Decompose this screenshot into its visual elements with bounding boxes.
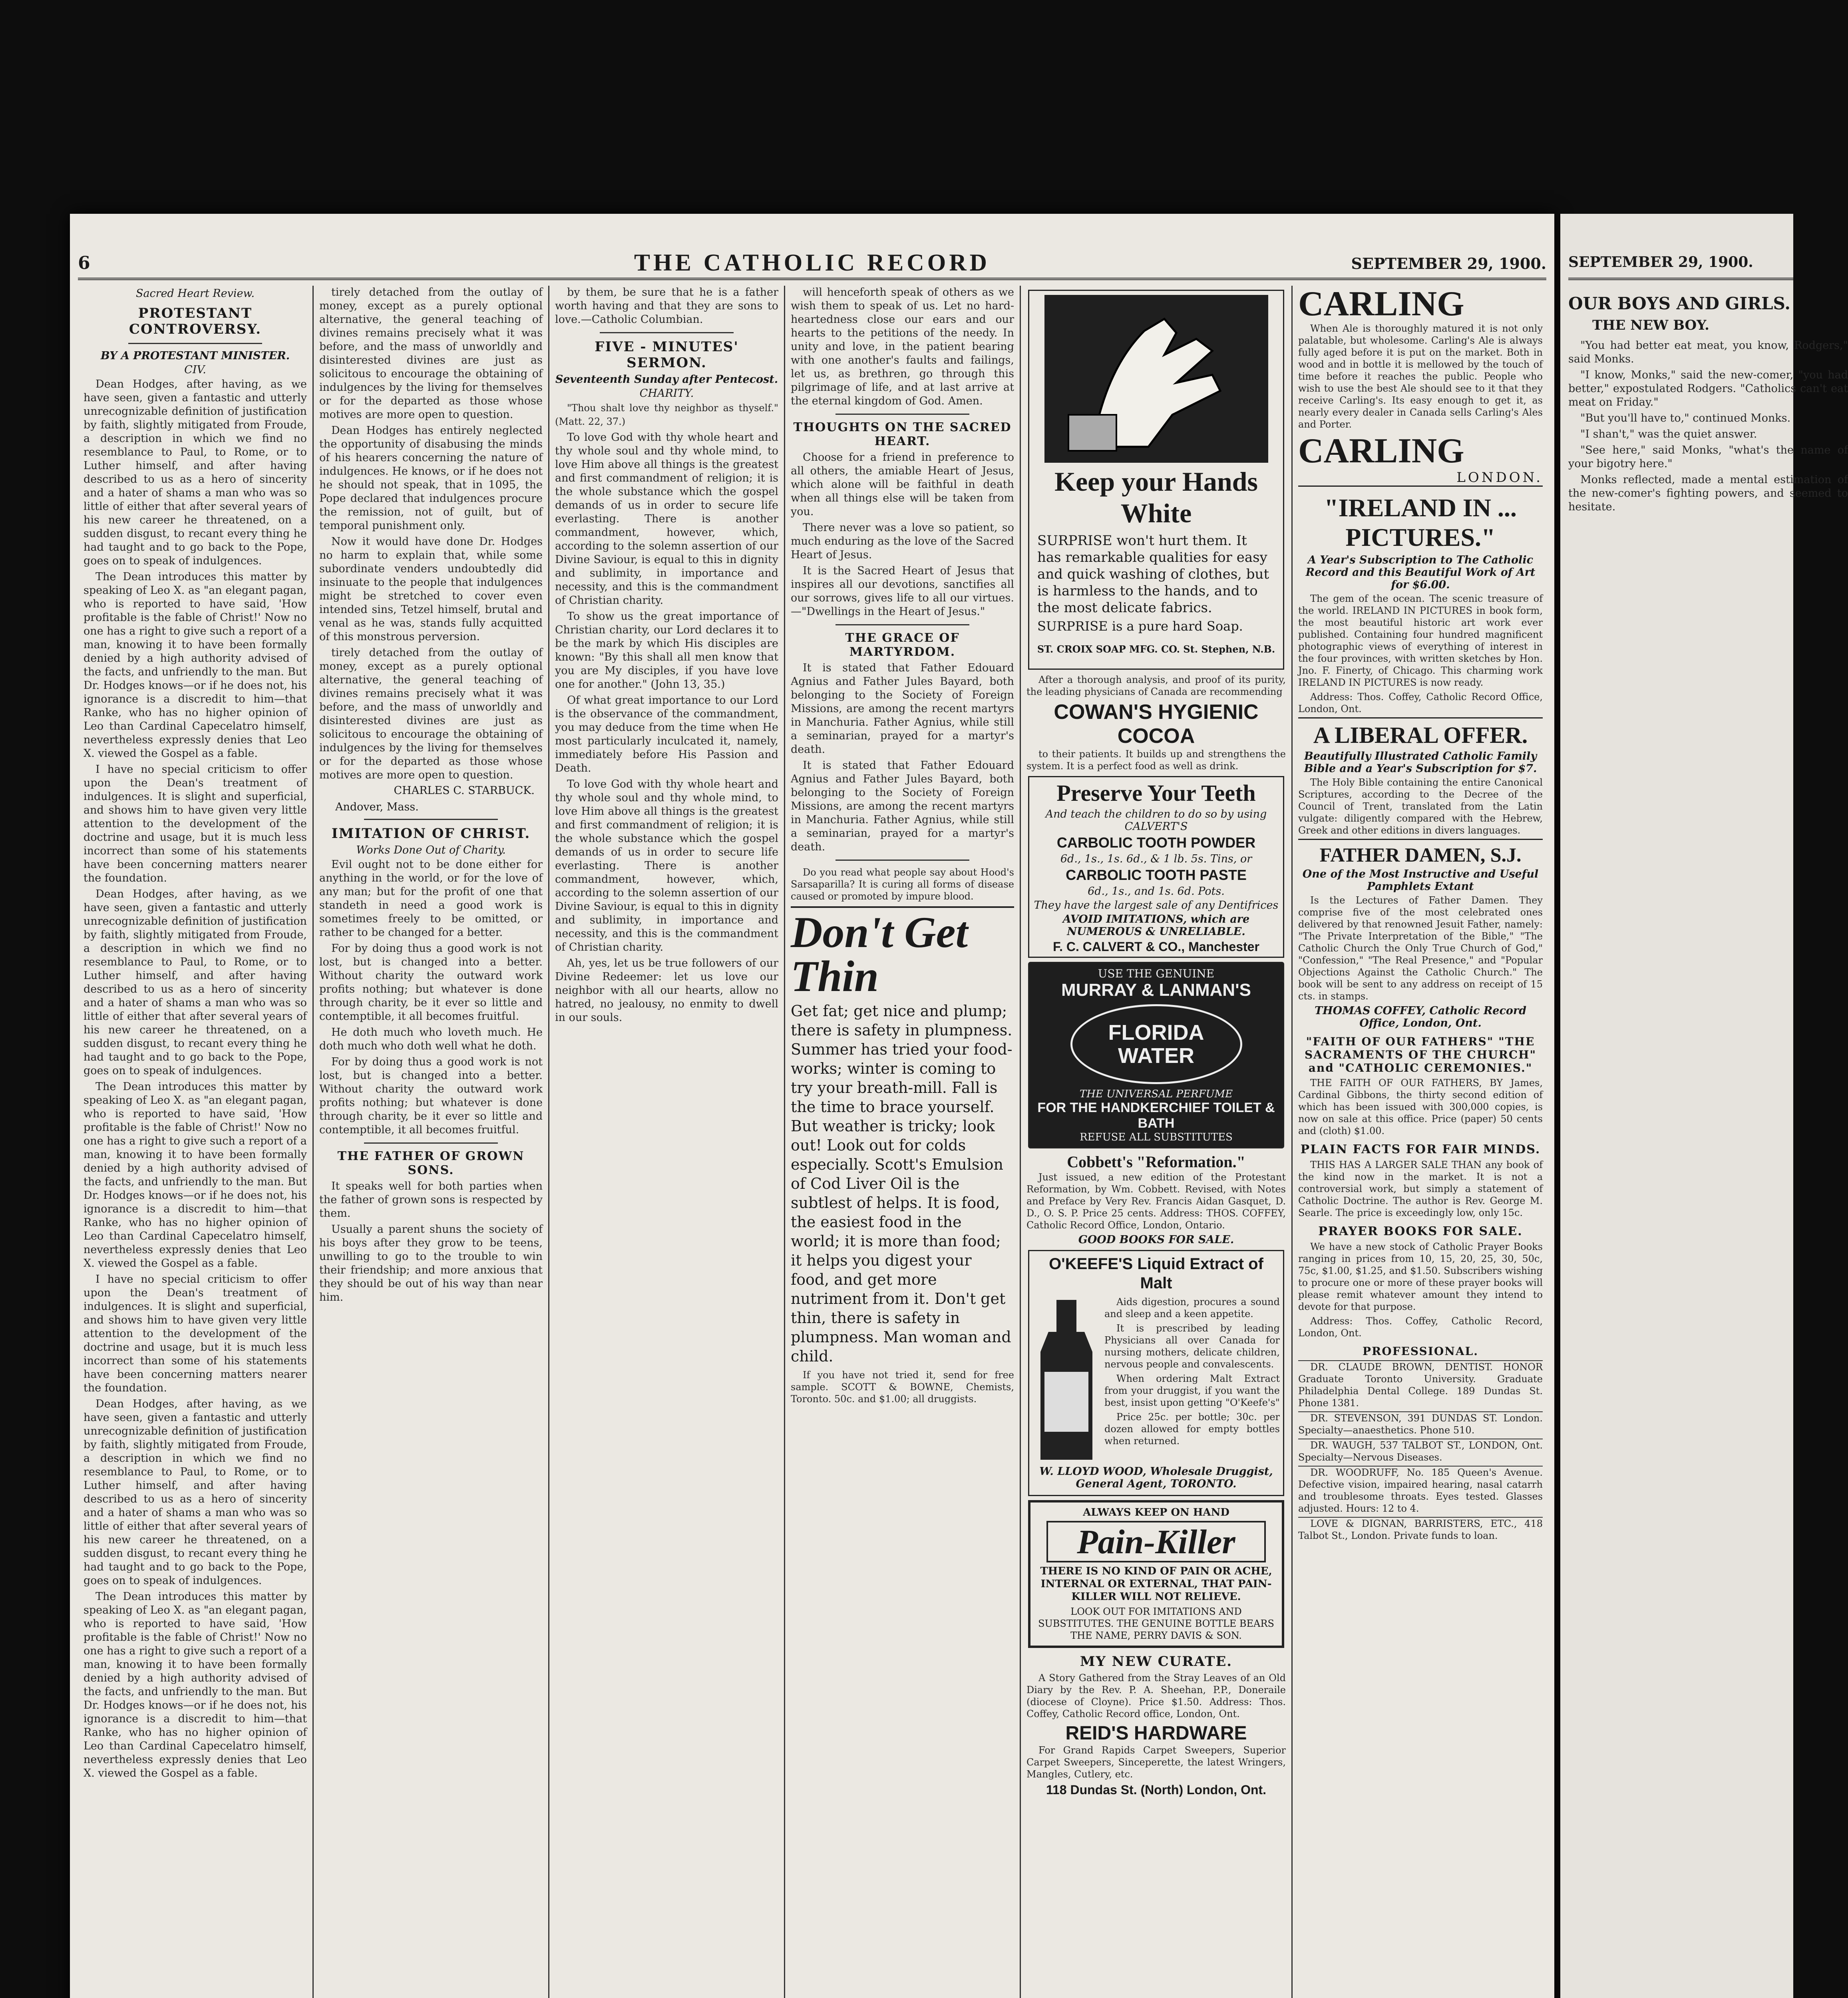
prayer-books-title: PRAYER BOOKS FOR SALE. [1318,1224,1523,1238]
ad-warning: AVOID IMITATIONS, which are NUMEROUS & UNRELIABLE. [1062,913,1250,938]
paragraph: Dean Hodges, after having, as we have seen, given a fantastic and utterly unrecognizable definition of justification by faith, slightly mitigated from Froude, a description in which we find no resemblance to Paul, to Rome, or to Luther himself, and after having described to us as a hero of sincerity and a hater of shams a man who was so little of either that after several years of his new career he threatened, on a sudden disgust, to recant every thing he had taught and to go back to the Pope, goes on to speak of indulgences. [84,1398,307,1587]
curate-text: A Story Gathered from the Stray Leaves of an Old Diary by the Rev. P. A. Sheehan, P.P., Doneraile (diocese of Cloyne). Price $1.50. Address: Thos. Coffey, Catholic Record office, London, Ont. [1026,1672,1286,1719]
paragraph: The Dean introduces this matter by speaking of Leo X. as "an elegant pagan, who is reported to have said, 'How profitable is the fable of Christ!' Now no one has a right to give such a report of a man, knowing it to have been formally denied by a high authority advised of the facts, and unfriendly to the man. But Dr. Hodges knows—or if he does not, his ignorance is a discredit to him—that Ranke, who has no higher opinion of Leo than Cardinal Capecelatro himself, nevertheless expressly denies that Leo X. viewed the Gospel as a fable. [84,1081,307,1270]
okeefe-point: It is prescribed by leading Physicians all over Canada for nursing mothers, delicate children, nervous people and convalescents. [1104,1323,1280,1370]
ad-subtitle: And teach the children to do so by using CALVERT'S [1045,808,1267,833]
professional-card: DR. CLAUDE BROWN, DENTIST. HONOR Graduate Toronto University. Graduate Philadelphia Dental College. 189 Dundas St. Phone 1381. [1298,1360,1543,1409]
scotts-emulsion-ad [791,906,1014,1405]
curate-title: MY NEW CURATE. [1080,1654,1233,1670]
ad-maker: ST. CROIX SOAP MFG. CO. St. Stephen, N.B. [1037,643,1275,655]
masthead [78,249,1546,280]
paragraph: Now it would have done Dr. Hodges no harm to explain that, while some subordinate venders undoubtedly did insinuate to the people that indulgences might be stretched to cover even intended sins, Tetzel himself, brutal and venal as he was, stands fully acquitted of this monstrous perversion. [319,535,543,643]
professional-title: PROFESSIONAL. [1362,1345,1478,1358]
paragraph: "You had better eat meat, you know, Rodgers," said Monks. [1568,339,1848,365]
column-5 [1021,286,1293,1998]
professional-card: LOVE & DIGNAN, BARRISTERS, ETC., 418 Talbot St., London. Private funds to loan. [1298,1517,1543,1542]
divider [835,414,969,415]
paragraph: I have no special criticism to offer upon the Dean's treatment of indulgences. It is slight and superficial, and shows him to have given very little attention to the development of the doctrine and usage, but it is much less incorrect than some of his statements have been concerning matters nearer the foundation. [84,1273,307,1394]
article-byline: BY A PROTESTANT MINISTER. [100,350,290,362]
ireland-subtitle: A Year's Subscription to The Catholic Record and this Beautiful Work of Art for $6.00. [1305,554,1536,591]
paragraph: Dean Hodges, after having, as we have seen, given a fantastic and utterly unrecognizable definition of justification by faith, slightly mitigated from Froude, a description in which we find no resemblance to Paul, to Rome, or to Luther himself, and after having described to us as a hero of sincerity and a hater of shams a man who was so little of either that after several years of his new career he threatened, on a sudden disgust, to recant every thing he had taught and to go back to the Pope, goes on to speak of indulgences. [84,888,307,1077]
signature-name: CHARLES C. STARBUCK. [394,784,535,797]
ireland-text: The gem of the ocean. The scenic treasure of the world. IRELAND IN PICTURES in book form, the most beautiful historic art work ever published. Containing four hundred magnificent photographic views of everything of interest in the four provinces, with written sketches by Hon. Jno. F. Finerty, of Chicago. This charming work IRELAND IN PICTURES is now ready. [1298,593,1543,688]
damen-address: THOMAS COFFEY, Catholic Record Office, London, Ont. [1315,1005,1526,1029]
column-3 [549,286,785,1998]
paragraph: It is stated that Father Edouard Agnius and Father Jules Bayard, both belonging to the Society of Foreign Missions, are among the recent martyrs in Manchuria. Father Agnius, while still a seminarian, prayed for a martyr's death. [791,662,1014,756]
paragraph: "I shan't," was the quiet answer. [1580,428,1757,440]
ad-uses: FOR THE HANDKERCHIEF TOILET & BATH [1037,1100,1275,1131]
ad-headline: Pain-Killer [1046,1521,1266,1562]
hand-illustration [1044,295,1268,463]
damen-text: Is the Lectures of Father Damen. They comprise five of the most celebrated ones delivered by that renowned Jesuit Father, namely: "The Private Interpretation of the Bible," "The Catholic Church the Only True Church of God," "Confession," "The Real Presence," and "Popular Objections Against the Catholic Church." The book will be sent to any address on receipt of 15 cts. in stamps. [1298,895,1543,1002]
divider [835,624,969,625]
ad-kicker: USE THE GENUINE [1098,967,1215,980]
plain-facts-title: PLAIN FACTS FOR FAIR MINDS. [1300,1142,1541,1156]
carling-text: When Ale is thoroughly matured it is not only palatable, but wholesome. Carling's Ale is always fully aged before it is put on the market. Both in wood and in bottle it is mellowed by the touch of time before it reaches the public. People who wish to use the best Ale should see to it that they receive Carling's. Its easy enough to get it, as nearly every dealer in Canada sells Carling's Ales and Porter. [1298,323,1543,430]
issue-date: SEPTEMBER 29, 1900. [1351,255,1546,273]
ad-footer: LOOK OUT FOR IMITATIONS AND SUBSTITUTES. THE GENUINE BOTTLE BEARS THE NAME, PERRY DAVIS & SON. [1038,1606,1274,1641]
ad-text: THERE IS NO KIND OF PAIN OR ACHE, INTERNAL OR EXTERNAL, THAT PAIN-KILLER WILL NOT RELIEVE. [1040,1565,1272,1603]
sermon-topic: CHARITY. [639,387,694,400]
ad-text: Get fat; get nice and plump; there is safety in plumpness. Summer has tried your food-works; winter is coming to try your breath-mill. Fall is the time to brace yourself. But weather is tricky; look out! Look out for colds especially. Scott's Emulsion of Cod Liver Oil is the subtlest of helps. It is food, the easiest food in the world; it is more than food; it helps you digest your food, and get more nutriment from it. Don't get thin, there is safety in plumpness. Man woman and child. [791,1002,1013,1365]
ad-headline: Preserve Your Teeth [1056,780,1256,806]
ad-headline: Keep your Hands White [1054,466,1258,528]
reid-text: For Grand Rapids Carpet Sweepers, Superior Carpet Sweepers, Sinceperette, the latest Wringers, Mangles, Cutlery, etc. [1026,1745,1286,1780]
paragraph: Evil ought not to be done either for anything in the world, or for the love of any man; but for the profit of one that standeth in need a good work is sometimes freely to be omitted, or rather to be changed for a better. [319,858,543,939]
paragraph: tirely detached from the outlay of money, except as a purely optional alternative, the general teaching of divines remains precisely what it was before, and the mass of unworldly and disinterested divines are just as solicitous to encourage the obtaining of indulgences by the living for themselves or for the departed as those whose motives are more open to question. [319,286,543,421]
paragraph: To show us the great importance of Christian charity, our Lord declares it to be the mark by which His disciples are known: "By this shall all men know that you are My disciples, if you have love one for another." (John 13, 35.) [555,610,778,691]
pain-killer-ad [1028,1500,1284,1648]
ad-product: FLORIDA WATER [1108,1021,1204,1068]
professional-card: DR. STEVENSON, 391 DUNDAS ST. London. Specialty—anaesthetics. Phone 510. [1298,1411,1543,1436]
paragraph: "But you'll have to," continued Monks. [1580,412,1791,424]
professional-card: DR. WOODRUFF, No. 185 Queen's Avenue. Defective vision, impaired hearing, nasal catarrh and troublesome throats. Eyes tested. Glasses adjusted. Hours: 12 to 4. [1298,1466,1543,1514]
offer-title: A LIBERAL OFFER. [1298,717,1543,748]
hoods-ad: Do you read what people say about Hood's Sarsaparilla? It is curing all forms of disease caused or promoted by impure blood. [791,867,1014,902]
column-4 [785,286,1021,1998]
okeefe-point: When ordering Malt Extract from your druggist, if you want the best, insist upon getting "O'Keefe's" [1104,1373,1280,1408]
section-title-imitation: IMITATION OF CHRIST. [331,826,531,842]
paragraph: Monks reflected, made a mental estimation of the new-comer's fighting powers, and seemed to hesitate. [1568,474,1848,513]
ad-brand: MURRAY & LANMAN'S [1061,980,1251,1000]
section-subtitle: Works Done Out of Charity. [356,844,506,856]
reid-address: 118 Dundas St. (North) London, Ont. [1046,1783,1267,1797]
section-title-heart: THOUGHTS ON THE SACRED HEART. [793,420,1012,448]
divider [128,343,262,344]
cowan-text: to their patients. It builds up and strengthens the system. It is a perfect food as well as drink. [1026,748,1286,772]
ad-tagline: SURPRISE is a pure hard Soap. [1037,619,1243,634]
florida-oval [1070,1004,1242,1084]
paragraph: Dean Hodges has entirely neglected the opportunity of disabusing the minds of his hearers concerning the nature of indulgences. He knows, or if he does not he should not speak, that in 1095, the Pope declared that indulgences procure the remission, not of guilt, but of temporal punishment only. [319,424,543,532]
ad-headline: Don't Get Thin [791,908,968,1001]
bottle-icon [1032,1296,1100,1464]
divider [364,819,498,820]
cowan-intro: After a thorough analysis, and proof of its purity, the leading physicians of Canada are recommending [1026,674,1286,697]
paragraph: tirely detached from the outlay of money, except as a purely optional alternative, the general teaching of divines remains precisely what it was before, and the mass of unworldly and disinterested divines are just as solicitous to encourage the obtaining of indulgences by the living for themselves or for the departed as those whose motives are more open to question. [319,647,543,781]
ireland-address: Address: Thos. Coffey, Catholic Record Office, London, Ont. [1298,691,1543,714]
calvert-ad [1028,776,1284,958]
ad-tagline: THE UNIVERSAL PERFUME [1079,1088,1233,1100]
paragraph: He doth much who loveth much. He doth much who doth well what he doth. [319,1026,543,1052]
article-kicker: Sacred Heart Review. [135,287,255,300]
ad-note: They have the largest sale of any Dentifrices [1034,899,1279,911]
ad-kicker: ALWAYS KEEP ON HAND [1083,1506,1229,1518]
faith-title: "FAITH OF OUR FATHERS" "THE SACRAMENTS OF THE CHURCH" and "CATHOLIC CEREMONIES." [1304,1035,1537,1075]
paragraph: will henceforth speak of others as we wish them to speak of us. Let no hard-heartedness close our ears and our hearts to the petitions of the needy. In unity and love, in the patient bearing with one another's faults and failings, let us, as brethren, go through this pilgrimage of life, and at last arrive at the eternal kingdom of God. Amen. [791,286,1014,407]
plain-facts-text: THIS HAS A LARGER SALE THAN any book of the kind now in the market. It is not a controversial work, but simply a statement of Catholic Doctrine. The author is Rev. George M. Searle. The price is exceedingly low, only 15c. [1298,1159,1543,1218]
paragraph: I have no special criticism to offer upon the Dean's treatment of indulgences. It is slight and superficial, and shows him to have given very little attention to the development of the doctrine and usage, but it is much less incorrect than some of his statements have been concerning matters nearer the foundation. [84,763,307,884]
prayer-books-text: We have a new stock of Catholic Prayer Books ranging in prices from 10, 15, 20, 25, 30, 50c, 75c, $1.00, $1.25, and $1.50. Subscribers wishing to procure one or more of these prayer books will please remit whatever amount they intend to devote for that purpose. [1298,1241,1543,1312]
paragraph: It speaks well for both parties when the father of grown sons is respected by them. [319,1180,543,1220]
article-number: CIV. [184,364,206,376]
divider [1568,278,1793,280]
paragraph: Ah, yes, let us be true followers of our Divine Redeemer: let us love our neighbor with all our hearts, allow no hatred, no jealousy, no enmity to dwell in our souls. [555,957,778,1024]
ad-maker: W. LLOYD WOOD, Wholesale Druggist, General Agent, TORONTO. [1039,1465,1273,1490]
column-6 [1293,286,1548,1998]
paragraph: The Dean introduces this matter by speaking of Leo X. as "an elegant pagan, who is reported to have said, 'How profitable is the fable of Christ!' Now no one has a right to give such a report of a man, knowing it to have been formally denied by a high authority advised of the facts, and unfriendly to the man. But Dr. Hodges knows—or if he does not, his ignorance is a discredit to him—that Ranke, who has no higher opinion of Leo than Cardinal Capecelatro himself, nevertheless expressly denies that Leo X. viewed the Gospel as a fable. [84,1590,307,1779]
paragraph: Dean Hodges, after having, as we have seen, given a fantastic and utterly unrecognizable definition of justification by faith, slightly mitigated from Froude, a description in which we find no resemblance to Paul, to Rome, or to Luther himself, and after having described to us as a hero of sincerity and a hater of shams a man who was so little of either that after several years of his new career he threatened, on a sudden disgust, to recant every thing he had taught and to go back to the Pope, goes on to speak of indulgences. [84,378,307,567]
okeefe-point: Aids digestion, procures a sound and sleep and a keen appetite. [1104,1296,1280,1319]
okeefe-point: Price 25c. per bottle; 30c. per dozen allowed for empty bottles when returned. [1104,1411,1280,1447]
prayer-books-address: Address: Thos. Coffey, Catholic Record, London, Ont. [1298,1315,1543,1339]
column-1 [78,286,314,1998]
cobbett-title: Cobbett's "Reformation." [1067,1153,1245,1171]
newspaper-page [70,214,1554,1998]
price-paste: 6d., 1s., and 1s. 6d. Pots. [1088,885,1225,898]
adjacent-date: SEPTEMBER 29, 1900. [1568,254,1753,271]
ad-headline: O'KEEFE'S Liquid Extract of Malt [1049,1255,1263,1292]
divider [364,1142,498,1144]
paragraph: For by doing thus a good work is not lost, but is changed into a better. Without charity the outward work profits nothing; but whatever is done through charity, be it ever so little and contemptible, it all becomes fruitful. [319,942,543,1023]
section-title: OUR BOYS AND GIRLS. [1568,294,1790,313]
divider [600,332,734,333]
surprise-soap-ad [1028,290,1284,670]
paragraph: "I know, Monks," said the new-comer, "you had better," expostulated Rodgers. "Catholics can't eat meat on Friday." [1568,369,1848,408]
damen-title: FATHER DAMEN, S.J. [1298,839,1543,866]
article-title: PROTESTANT CONTROVERSY. [129,305,262,337]
ad-maker: F. C. CALVERT & CO., Manchester [1053,939,1259,954]
florida-water-ad [1028,962,1284,1148]
adjacent-page [1560,214,1848,1998]
faith-text: THE FAITH OF OUR FATHERS, BY James, Cardinal Gibbons, the thirty second edition of which has been issued with 300,000 copies, is now on sale at this office. Price (paper) 50 cents and (cloth) $1.00. [1298,1077,1543,1136]
product-paste: CARBOLIC TOOTH PASTE [1066,867,1247,883]
paragraph: "See here," said Monks, "what's the name of your bigotry here." [1568,444,1848,470]
paragraph: Usually a parent shuns the society of his boys after they grow to be teens, unwilling to go to the trouble to win their friendship; and more anxious that they should be out of his way than near him. [319,1223,543,1303]
reid-title: REID'S HARDWARE [1065,1723,1247,1744]
product-powder: CARBOLIC TOOTH POWDER [1056,834,1256,851]
cobbett-text: Just issued, a new edition of the Protestant Reformation, by Wm. Cobbett. Revised, with Notes and Preface by Very Rev. Francis Aidan Gasquet, D. D., O. S. P. Price 25 cents. Address: THOS. COFFEY, Catholic Record Office, London, Ontario. [1026,1172,1286,1231]
page-number: 6 [78,253,90,273]
section-title-sermon: FIVE - MINUTES' SERMON. [595,339,739,371]
section-title-martyrdom: THE GRACE OF MARTYRDOM. [845,631,960,659]
paragraph: The Dean introduces this matter by speaking of Leo X. as "an elegant pagan, who is reported to have said, 'How profitable is the fable of Christ!' Now no one has a right to give such a report of a man, knowing it to have been formally denied by a high authority advised of the facts, and unfriendly to the man. But Dr. Hodges knows—or if he does not, his ignorance is a discredit to him—that Ranke, who has no higher opinion of Leo than Cardinal Capecelatro himself, nevertheless expressly denies that Leo X. viewed the Gospel as a fable. [84,571,307,760]
cowan-title: COWAN'S HYGIENIC COCOA [1054,700,1259,748]
okeefe-ad [1028,1250,1284,1496]
adjacent-column [1568,286,1848,516]
offer-subtitle: Beautifully Illustrated Catholic Family Bible and a Year's Subscription for $7. [1304,750,1537,775]
paragraph: For by doing thus a good work is not lost, but is changed into a better. Without charity the outward work profits nothing; but whatever is done through charity, be it ever so little and contemptible, it all becomes fruitful. [319,1056,543,1136]
offer-text: The Holy Bible containing the entire Canonical Scriptures, according to the Decree of the Council of Trent, translated from the Latin vulgate: diligently compared with the Hebrew, Greek and other editions in divers languages. [1298,777,1543,836]
paragraph: It is the Sacred Heart of Jesus that inspires all our devotions, sanctifies all our sorrows, gives life to all our virtues.—"Dwellings in the Heart of Jesus." [791,565,1014,618]
signature-place: Andover, Mass. [335,801,419,813]
professional-card: DR. WAUGH, 537 TALBOT ST., LONDON, Ont. Specialty—Nervous Diseases. [1298,1439,1543,1463]
carling-location: LONDON. [1298,470,1543,487]
paragraph: There never was a love so patient, so much enduring as the love of the Sacred Heart of Jesus. [791,521,1014,561]
divider [835,860,969,861]
story-title: THE NEW BOY. [1592,317,1709,333]
section-subtitle: Seventeenth Sunday after Pentecost. [555,373,778,386]
good-books-title: GOOD BOOKS FOR SALE. [1078,1234,1234,1246]
paragraph: Of what great importance to our Lord is the observance of the commandment, you may deduce from the time when He most particularly inculcated it, namely, immediately before His Passion and Death. [555,694,778,774]
paragraph: To love God with thy whole heart and thy whole soul and thy whole mind, to love Him above all things is the greatest and first commandment of religion; it is the whole substance which the gospel demands of us in order to secure life everlasting. There is another commandment, however, which, according to the solemn assertion of our Divine Saviour, is equal to this in dignity and sublimity, in importance and necessity, and this is the commandment of Christian charity. [555,778,778,953]
paragraph: by them, be sure that he is a father worth having and that they are sons to love.—Catholic Columbian. [555,286,778,326]
ad-footer: If you have not tried it, send for free sample. SCOTT & BOWNE, Chemists, Toronto. 50c. and $1.00; all druggists. [791,1369,1014,1405]
paragraph: Choose for a friend in preference to all others, the amiable Heart of Jesus, which alone will be faithful in death when all things else will be taken from you. [791,451,1014,518]
paragraph: It is stated that Father Edouard Agnius and Father Jules Bayard, both belonging to the Society of Foreign Missions, are among the recent martyrs in Manchuria. Father Agnius, while still a seminarian, prayed for a martyr's death. [791,759,1014,853]
ad-text: SURPRISE won't hurt them. It has remarkable qualities for easy and quick washing of clothes, but is harmless to the hands, and to the most delicate fabrics. [1037,533,1269,616]
ad-warning: REFUSE ALL SUBSTITUTES [1080,1131,1233,1143]
sermon-quote: "Thou shalt love thy neighbor as thyself." (Matt. 22, 37.) [555,402,778,427]
carling-logo: CARLING [1298,285,1464,323]
section-title-father: THE FATHER OF GROWN SONS. [337,1149,525,1177]
price-powder: 6d., 1s., 1s. 6d., & 1 lb. 5s. Tins, or [1060,853,1252,865]
carling-logo: CARLING [1298,432,1464,470]
ireland-title: "IRELAND IN ... PICTURES." [1324,494,1517,551]
column-2 [314,286,549,1998]
paragraph: To love God with thy whole heart and thy whole soul and thy whole mind, to love Him above all things is the greatest and first commandment of religion; it is the whole substance which the gospel demands of us in order to secure life everlasting. There is another commandment, however, which, according to the solemn assertion of our Divine Saviour, is equal to this in dignity and sublimity, in importance and necessity, and this is the commandment of Christian charity. [555,431,778,607]
damen-subtitle: One of the Most Instructive and Useful Pamphlets Extant [1302,868,1539,893]
newspaper-title: THE CATHOLIC RECORD [634,249,990,276]
